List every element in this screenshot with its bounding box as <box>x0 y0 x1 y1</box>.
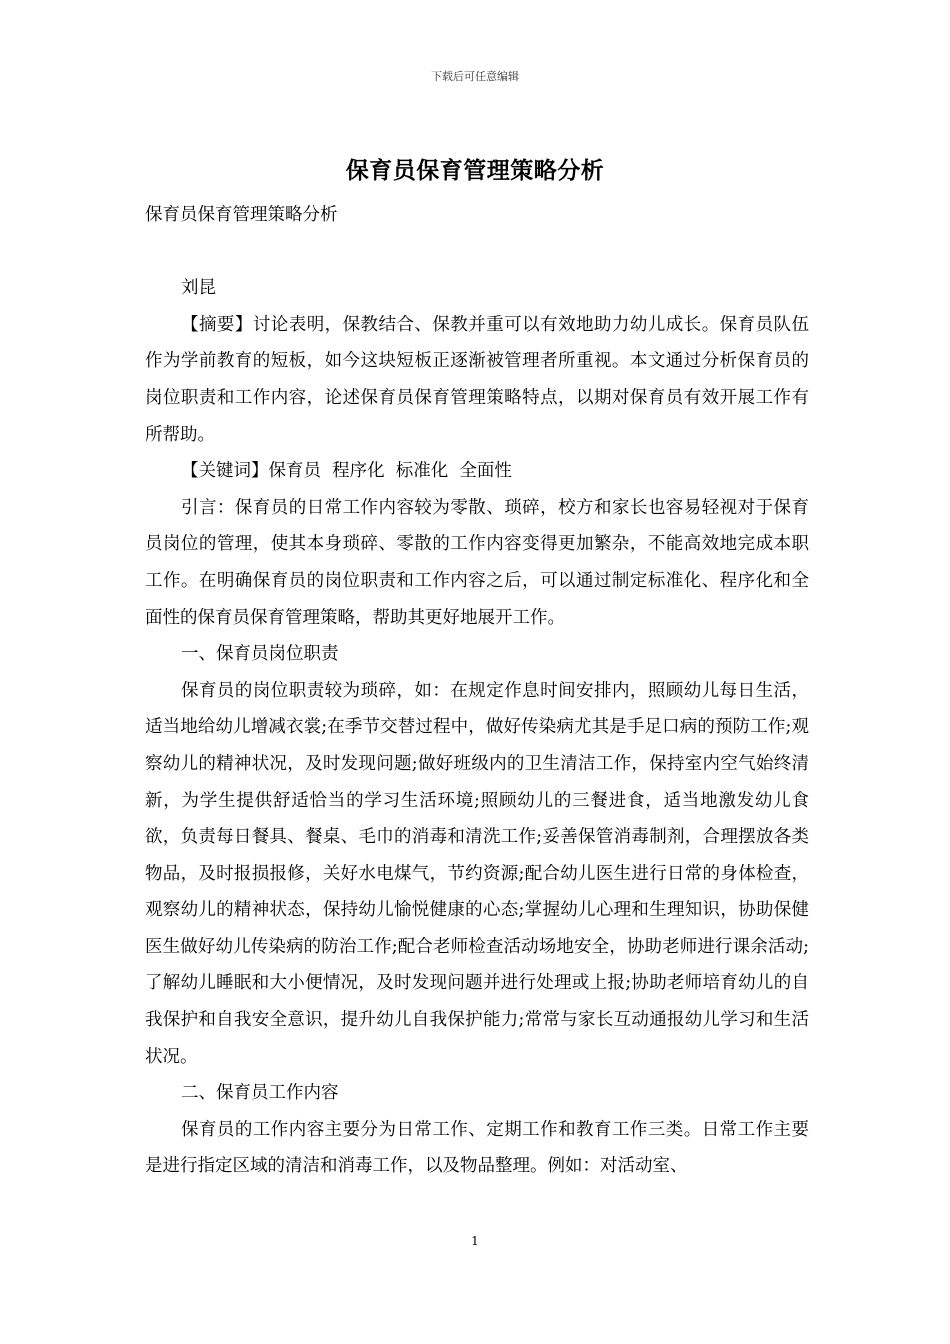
keywords-line: 【关键词】保育员 程序化 标准化 全面性 <box>181 461 512 482</box>
section2-heading: 二、保育员工作内容 <box>181 1083 339 1104</box>
header-note: 下载后可任意编辑 <box>431 70 519 83</box>
subtitle: 保育员保育管理策略分析 <box>145 205 338 225</box>
document-title: 保育员保育管理策略分析 <box>345 157 605 184</box>
abstract-paragraph: 【摘要】讨论表明，保教结合、保教并重可以有效地助力幼儿成长。保育员队伍作为学前教育的短板，如今这块短板正逐渐被管理者所重视。本文通过分析保育员的岗位职责和工作内容，论述保育员保育管理策略特点，以期对保育员有效开展工作有所帮助。 <box>145 314 809 445</box>
document-body <box>145 197 809 1185</box>
page-number: 1 <box>471 1234 479 1248</box>
author-name: 刘昆 <box>181 278 216 299</box>
section1-heading: 一、保育员岗位职责 <box>181 644 339 665</box>
intro-paragraph: 引言：保育员的日常工作内容较为零散、琐碎，校方和家长也容易轻视对于保育员岗位的管理，使其本身琐碎、零散的工作内容变得更加繁杂，不能高效地完成本职工作。在明确保育员的岗位职责和工作内容之后，可以通过制定标准化、程序化和全面性的保育员保育管理策略，帮助其更好地展开工作。 <box>145 497 809 628</box>
section2-paragraph: 保育员的工作内容主要分为日常工作、定期工作和教育工作三类。日常工作主要是进行指定区域的清洁和消毒工作，以及物品整理。例如：对活动室、 <box>145 1119 809 1177</box>
section1-paragraph: 保育员的岗位职责较为琐碎，如：在规定作息时间安排内，照顾幼儿每日生活，适当地给幼儿增减衣裳;在季节交替过程中，做好传染病尤其是手足口病的预防工作;观察幼儿的精神状况，及时发现问题;做好班级内的卫生清洁工作，保持室内空气始终清新，为学生提供舒适恰当的学习生活环境;照顾幼儿的三餐进食，适当地激发幼儿食欲，负责每日餐具、餐桌、毛巾的消毒和清洗工作;妥善保管消毒制剂，合理摆放各类物品，及时报损报修，关好水电煤气，节约资源;配合幼儿医生进行日常的身体检查，观察幼儿的精神状态，保持幼儿愉悦健康的心态;掌握幼儿心理和生理知识，协助保健医生做好幼儿传染病的防治工作;配合老师检查活动场地安全，协助老师进行课余活动;了解幼儿睡眠和大小便情况，及时发现问题并进行处理或上报;协助老师培育幼儿的自我保护和自我安全意识，提升幼儿自我保护能力;常常与家长互动通报幼儿学习和生活状况。 <box>145 680 809 1067</box>
spacer <box>145 234 809 271</box>
